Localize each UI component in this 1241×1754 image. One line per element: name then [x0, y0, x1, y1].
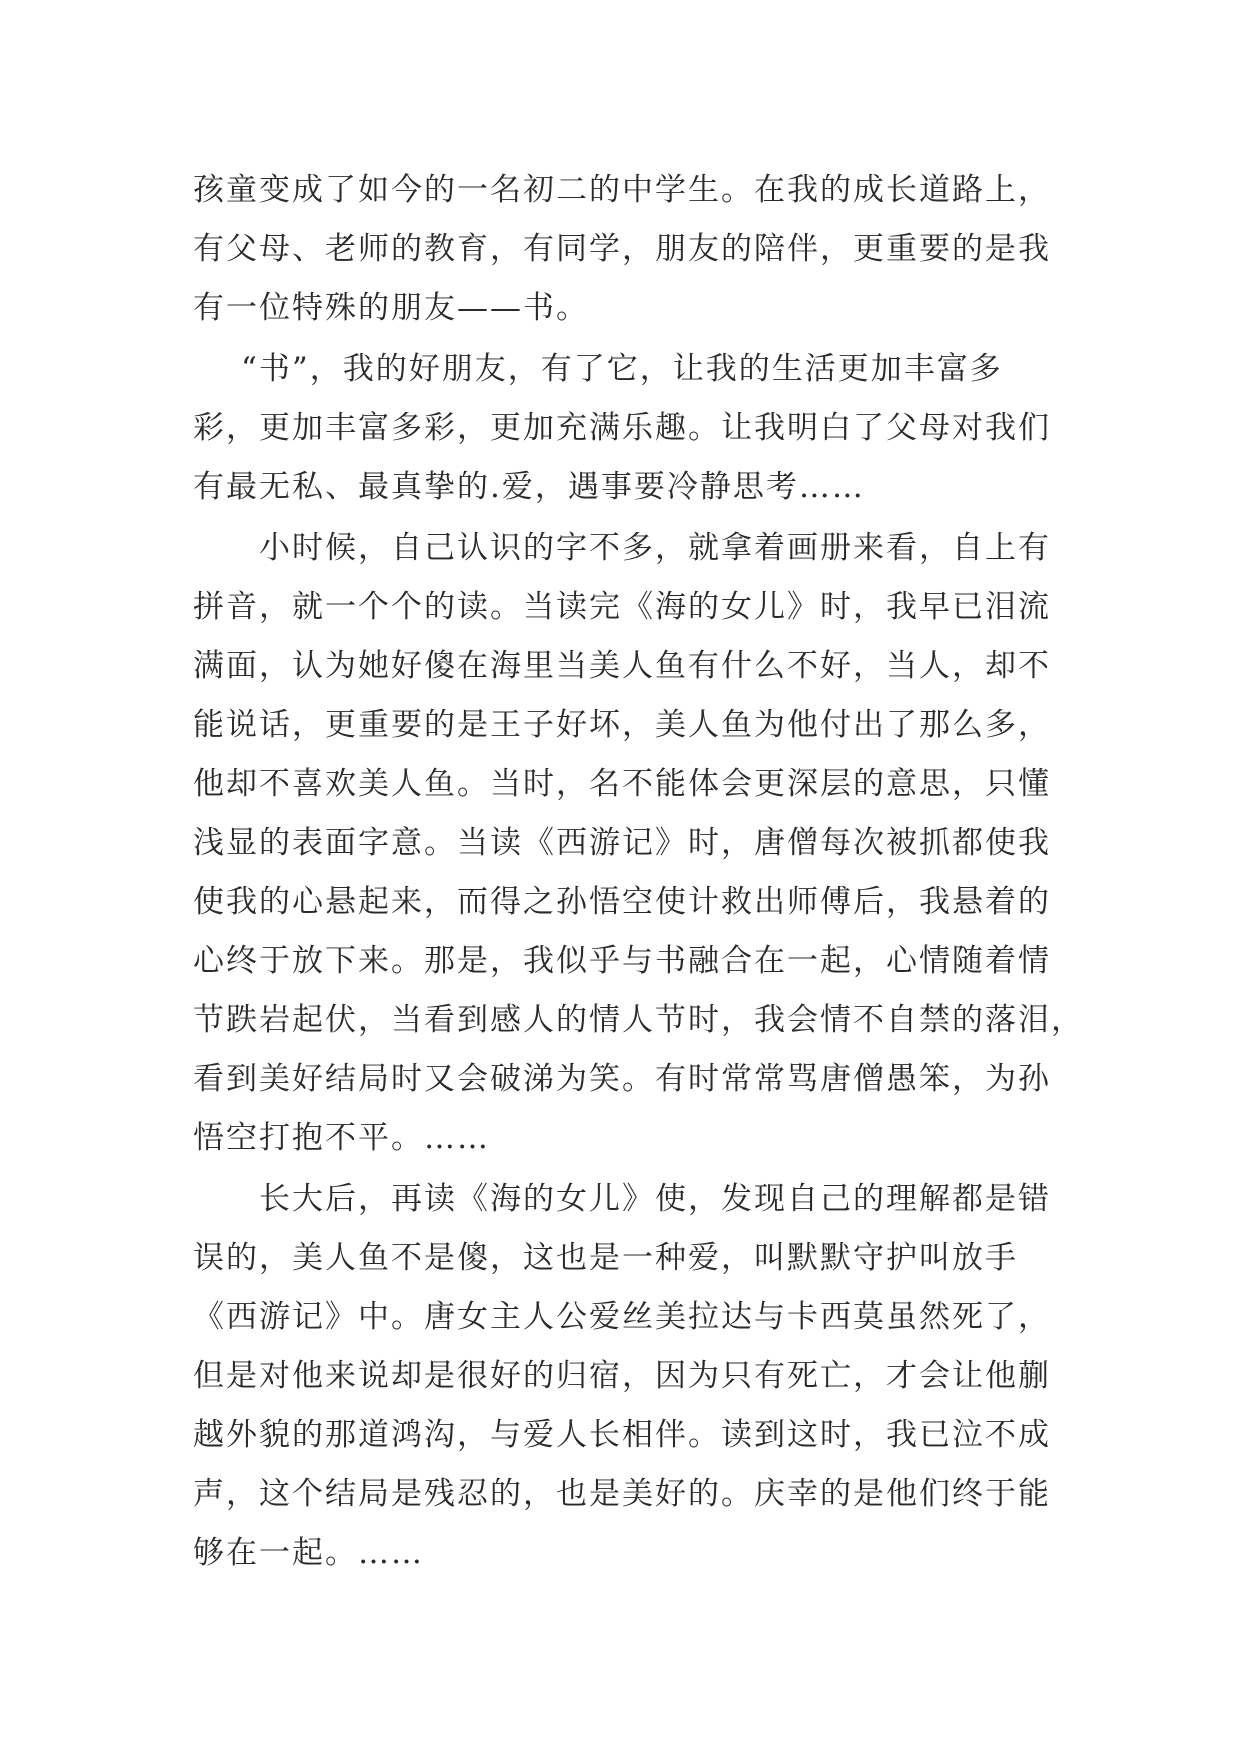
text-line: 但是对他来说却是很好的归宿，因为只有死亡，才会让他蒯 [193, 1358, 1051, 1394]
text-line: “书”，我的好朋友，有了它，让我的生活更加丰富多 [241, 351, 1003, 387]
text-line: 节跌岩起伏，当看到感人的情人节时，我会情不自禁的落泪， [193, 1002, 1084, 1038]
text-line: 浅显的表面字意。当读《西游记》时，唐僧每次被抓都使我 [193, 825, 1051, 861]
text-line: 心终于放下来。那是，我似乎与书融合在一起，心情随着情 [193, 943, 1051, 979]
text-line: 声，这个结局是残忍的，也是美好的。庆幸的是他们终于能 [193, 1476, 1051, 1512]
paragraph-3 [193, 519, 1084, 1168]
text-line: 满面，认为她好傻在海里当美人鱼有什么不好，当人，却不 [193, 648, 1051, 684]
paragraph-4 [193, 1170, 1073, 1583]
body-text [193, 161, 1084, 1583]
text-line: 小时候，自己认识的字不多，就拿着画册来看，自上有 [259, 530, 1051, 566]
paragraph-1 [193, 161, 1073, 338]
text-line: 长大后，再读《海的女儿》使，发现自己的理解都是错 [259, 1181, 1051, 1217]
text-line: 悟空打抱不平。…… [193, 1120, 490, 1156]
text-line: 孩童变成了如今的一名初二的中学生。在我的成长道路上， [193, 172, 1051, 208]
text-line: 有最无私、最真挚的.爱，遇事要冷静思考…… [193, 469, 865, 505]
text-line: 越外貌的那道鸿沟，与爱人长相伴。读到这时，我已泣不成 [193, 1417, 1051, 1453]
text-line: 拼音，就一个个的读。当读完《海的女儿》时，我早已泪流 [193, 589, 1051, 625]
text-line: 有一位特殊的朋友——书。 [193, 290, 589, 326]
text-line: 《西游记》中。唐女主人公爱丝美拉达与卡西莫虽然死了， [193, 1299, 1051, 1335]
text-line: 够在一起。…… [193, 1535, 424, 1571]
text-line: 彩，更加丰富多彩，更加充满乐趣。让我明白了父母对我们 [193, 410, 1051, 446]
text-line: 使我的心悬起来，而得之孙悟空使计救出师傅后，我悬着的 [193, 884, 1051, 920]
text-line: 看到美好结局时又会破涕为笑。有时常常骂唐僧愚笨，为孙 [193, 1061, 1051, 1097]
text-line: 能说话，更重要的是王子好坏，美人鱼为他付出了那么多， [193, 707, 1051, 743]
text-line: 他却不喜欢美人鱼。当时，名不能体会更深层的意思，只懂 [193, 766, 1051, 802]
paragraph-2 [193, 340, 1073, 517]
text-line: 有父母、老师的教育，有同学，朋友的陪伴，更重要的是我 [193, 231, 1051, 267]
text-line: 误的，美人鱼不是傻，这也是一种爱，叫默默守护叫放手 [193, 1240, 1018, 1276]
